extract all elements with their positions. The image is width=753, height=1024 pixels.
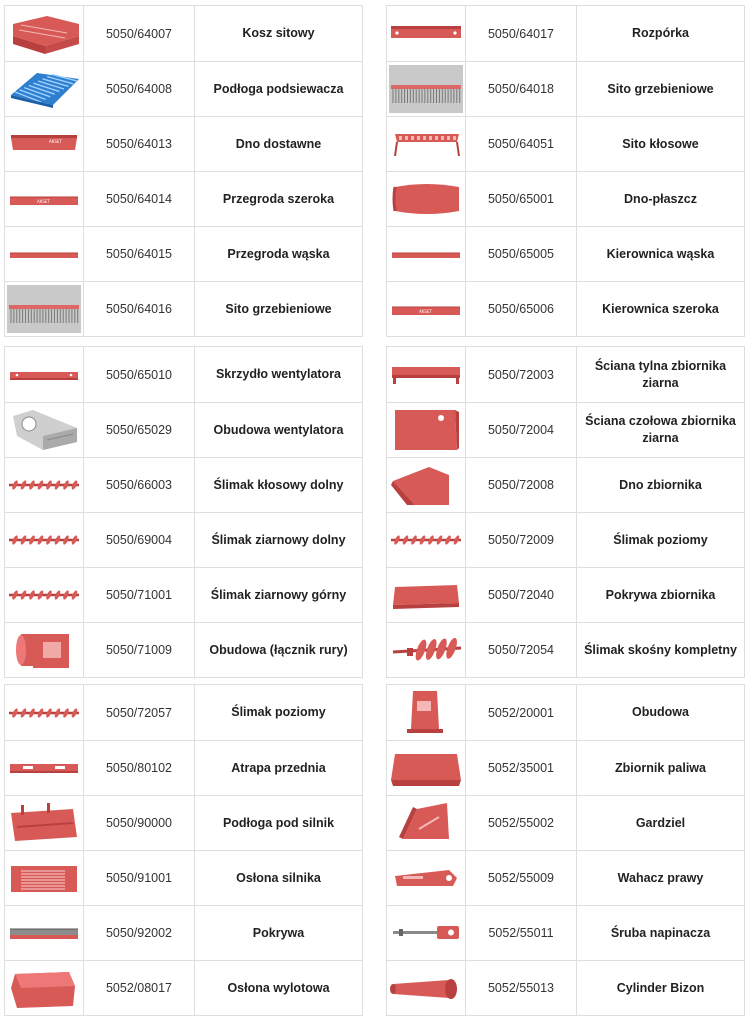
- part-image: [387, 172, 466, 226]
- part-name: Ściana tylna zbiornika ziarna: [594, 358, 727, 390]
- part-name: Kierownica szeroka: [602, 301, 719, 316]
- fan-blade-icon: [7, 351, 81, 399]
- part-name: Podłoga podsiewacza: [213, 81, 344, 96]
- part-code: 5050/72004: [466, 403, 577, 457]
- comb-sieve-icon: [7, 285, 81, 333]
- part-name: Zbiornik paliwa: [615, 760, 706, 775]
- part-image: [5, 568, 84, 622]
- part-image: [387, 403, 466, 457]
- part-row: [387, 740, 744, 795]
- part-code: 5050/71001: [84, 568, 195, 622]
- part-image: [387, 568, 466, 622]
- part-name: Rozpórka: [632, 26, 689, 40]
- part-code: 5052/55002: [466, 796, 577, 850]
- part-row: [5, 226, 362, 281]
- part-image: [5, 117, 84, 171]
- part-image: [5, 796, 84, 850]
- part-code: 5052/55009: [466, 851, 577, 905]
- part-name: Ślimak ziarnowy dolny: [211, 532, 346, 547]
- part-code: 5050/65006: [466, 282, 577, 336]
- comb-sieve-icon: [389, 65, 463, 113]
- part-name: Ślimak skośny kompletny: [584, 642, 737, 657]
- blue-floor-icon: [7, 65, 81, 113]
- part-name: Pokrywa: [252, 925, 305, 940]
- part-image: [5, 6, 84, 61]
- engine-cover-icon: [7, 854, 81, 902]
- fan-housing-icon: [7, 406, 81, 454]
- part-code: 5050/64017: [466, 6, 577, 61]
- part-name: Ściana czołowa zbiornika ziarna: [585, 414, 736, 445]
- part-image: [5, 172, 84, 226]
- part-code: 5050/65001: [466, 172, 577, 226]
- part-row: [387, 685, 744, 740]
- part-row: [5, 171, 362, 226]
- part-image: [5, 906, 84, 960]
- part-name: Ślimak poziomy: [613, 532, 708, 547]
- part-row: [387, 171, 744, 226]
- auger-icon: [7, 516, 81, 564]
- part-image: [5, 227, 84, 281]
- part-image: [387, 961, 466, 1015]
- part-code: 5050/64007: [84, 6, 195, 61]
- part-row: [5, 512, 362, 567]
- part-name: Obudowa (łącznik rury): [209, 642, 348, 657]
- part-row: [5, 905, 362, 960]
- part-row: [387, 226, 744, 281]
- part-name: Dno-płaszcz: [624, 191, 697, 206]
- part-name: Sito grzebieniowe: [225, 301, 332, 316]
- part-image: [5, 685, 84, 740]
- part-code: 5050/64015: [84, 227, 195, 281]
- part-row: [5, 347, 362, 402]
- part-code: 5050/92002: [84, 906, 195, 960]
- part-image: [5, 282, 84, 336]
- part-row: [387, 850, 744, 905]
- pipe-connector-icon: [7, 626, 81, 674]
- rocker-arm-icon: [389, 854, 463, 902]
- part-row: [387, 457, 744, 512]
- part-code: 5050/64016: [84, 282, 195, 336]
- part-image: [387, 458, 466, 512]
- front-grille-icon: [7, 744, 81, 792]
- parts-table-left: [4, 5, 363, 337]
- part-row: [5, 740, 362, 795]
- part-row: [387, 116, 744, 171]
- wall-bar-icon: [389, 351, 463, 399]
- auger-icon: [7, 689, 81, 737]
- part-code: 5050/80102: [84, 741, 195, 795]
- part-code: 5050/72008: [466, 458, 577, 512]
- tray-icon: [7, 120, 81, 168]
- part-code: 5050/72003: [466, 347, 577, 402]
- part-row: [387, 347, 744, 402]
- strut-icon: [389, 10, 463, 58]
- part-code: 5050/64014: [84, 172, 195, 226]
- part-image: [387, 347, 466, 402]
- ear-sieve-icon: [389, 120, 463, 168]
- part-row: [387, 512, 744, 567]
- part-image: [387, 796, 466, 850]
- part-name: Podłoga pod silnik: [222, 815, 335, 830]
- part-row: [387, 622, 744, 677]
- part-code: 5050/65029: [84, 403, 195, 457]
- parts-table-right: [386, 346, 745, 678]
- part-name: Osłona wylotowa: [227, 980, 330, 995]
- part-row: [5, 281, 362, 336]
- part-row: [5, 960, 362, 1015]
- part-name: Dno zbiornika: [619, 477, 702, 492]
- part-code: 5052/55013: [466, 961, 577, 1015]
- part-image: [387, 741, 466, 795]
- part-code: 5050/91001: [84, 851, 195, 905]
- parts-table-right: [386, 5, 745, 337]
- svg-text:AKSET: AKSET: [37, 199, 50, 204]
- flat-bar-icon: [389, 285, 463, 333]
- tank-bottom-icon: [389, 461, 463, 509]
- part-code: 5050/72009: [466, 513, 577, 567]
- part-image: [387, 851, 466, 905]
- part-image: [387, 227, 466, 281]
- auger-large-icon: [389, 626, 463, 674]
- part-name: Ślimak kłosowy dolny: [213, 477, 344, 492]
- part-name: Przegroda szeroka: [222, 191, 335, 206]
- part-name: Skrzydło wentylatora: [215, 367, 342, 381]
- auger-icon: [7, 571, 81, 619]
- part-row: [5, 61, 362, 116]
- cylinder-icon: [389, 964, 463, 1012]
- part-image: [387, 513, 466, 567]
- part-code: 5050/72054: [466, 623, 577, 677]
- part-code: 5052/08017: [84, 961, 195, 1015]
- part-row: [387, 905, 744, 960]
- part-name: Osłona silnika: [236, 870, 321, 885]
- part-image: [5, 403, 84, 457]
- part-image: [387, 117, 466, 171]
- part-name: Pokrywa zbiornika: [605, 587, 716, 602]
- part-row: [5, 457, 362, 512]
- auger-icon: [389, 516, 463, 564]
- svg-text:AKSET: AKSET: [419, 309, 432, 314]
- part-code: 5050/72040: [466, 568, 577, 622]
- part-code: 5050/69004: [84, 513, 195, 567]
- flat-bar-icon: [7, 175, 81, 223]
- part-image: [387, 6, 466, 61]
- part-name: Śruba napinacza: [610, 925, 711, 940]
- part-row: [5, 567, 362, 622]
- outlet-cover-icon: [7, 964, 81, 1012]
- part-code: 5050/90000: [84, 796, 195, 850]
- part-image: [387, 62, 466, 116]
- part-name: Gardziel: [635, 815, 686, 830]
- part-row: [387, 795, 744, 850]
- part-code: 5050/72057: [84, 685, 195, 740]
- thin-bar-icon: [389, 230, 463, 278]
- part-code: 5052/55011: [466, 906, 577, 960]
- part-row: [387, 6, 744, 61]
- part-row: [5, 6, 362, 61]
- part-row: [5, 795, 362, 850]
- part-name: Sito grzebieniowe: [607, 81, 714, 96]
- part-image: [5, 347, 84, 402]
- curved-shell-icon: [389, 175, 463, 223]
- part-row: [387, 567, 744, 622]
- part-code: 5050/65010: [84, 347, 195, 402]
- part-image: [5, 851, 84, 905]
- part-code: 5050/64051: [466, 117, 577, 171]
- part-name: Sito kłosowe: [622, 136, 699, 151]
- part-code: 5052/35001: [466, 741, 577, 795]
- part-name: Dno dostawne: [235, 136, 322, 151]
- part-code: 5050/64008: [84, 62, 195, 116]
- part-name: Atrapa przednia: [231, 760, 326, 775]
- part-row: [5, 850, 362, 905]
- part-image: [5, 62, 84, 116]
- part-code: 5050/66003: [84, 458, 195, 512]
- part-image: [5, 513, 84, 567]
- panel-icon: [389, 406, 463, 454]
- part-image: [5, 458, 84, 512]
- tension-bolt-icon: [389, 909, 463, 957]
- part-code: 5050/71009: [84, 623, 195, 677]
- engine-floor-icon: [7, 799, 81, 847]
- part-name: Obudowa: [632, 705, 689, 719]
- throat-icon: [389, 799, 463, 847]
- part-image: [5, 741, 84, 795]
- fuel-tank-icon: [389, 744, 463, 792]
- cover-bar-icon: [7, 909, 81, 957]
- part-image: [5, 623, 84, 677]
- lid-icon: [389, 571, 463, 619]
- part-image: [387, 906, 466, 960]
- part-row: [387, 61, 744, 116]
- thin-bar-icon: [7, 230, 81, 278]
- sieve-basket-icon: [7, 10, 81, 58]
- part-name: Kosz sitowy: [242, 26, 315, 40]
- part-name: Przegroda wąska: [227, 246, 330, 261]
- part-row: [387, 281, 744, 336]
- part-image: [387, 623, 466, 677]
- svg-text:AKSET: AKSET: [49, 139, 62, 144]
- part-row: [387, 402, 744, 457]
- part-name: Kierownica wąska: [606, 246, 715, 261]
- part-name: Cylinder Bizon: [616, 980, 705, 995]
- part-name: Ślimak poziomy: [231, 705, 326, 719]
- part-name: Obudowa wentylatora: [213, 422, 344, 437]
- auger-icon: [7, 461, 81, 509]
- parts-table-right: [386, 684, 745, 1016]
- part-code: 5052/20001: [466, 685, 577, 740]
- part-name: Wahacz prawy: [617, 870, 704, 885]
- part-row: [387, 960, 744, 1015]
- part-image: [387, 282, 466, 336]
- parts-table-left: [4, 346, 363, 678]
- part-image: [5, 961, 84, 1015]
- part-name: Ślimak ziarnowy górny: [210, 587, 347, 602]
- part-code: 5050/65005: [466, 227, 577, 281]
- part-row: [5, 685, 362, 740]
- part-row: [5, 622, 362, 677]
- part-row: [5, 116, 362, 171]
- parts-table-left: [4, 684, 363, 1016]
- tall-housing-icon: [389, 689, 463, 737]
- part-code: 5050/64013: [84, 117, 195, 171]
- part-code: 5050/64018: [466, 62, 577, 116]
- part-row: [5, 402, 362, 457]
- part-image: [387, 685, 466, 740]
